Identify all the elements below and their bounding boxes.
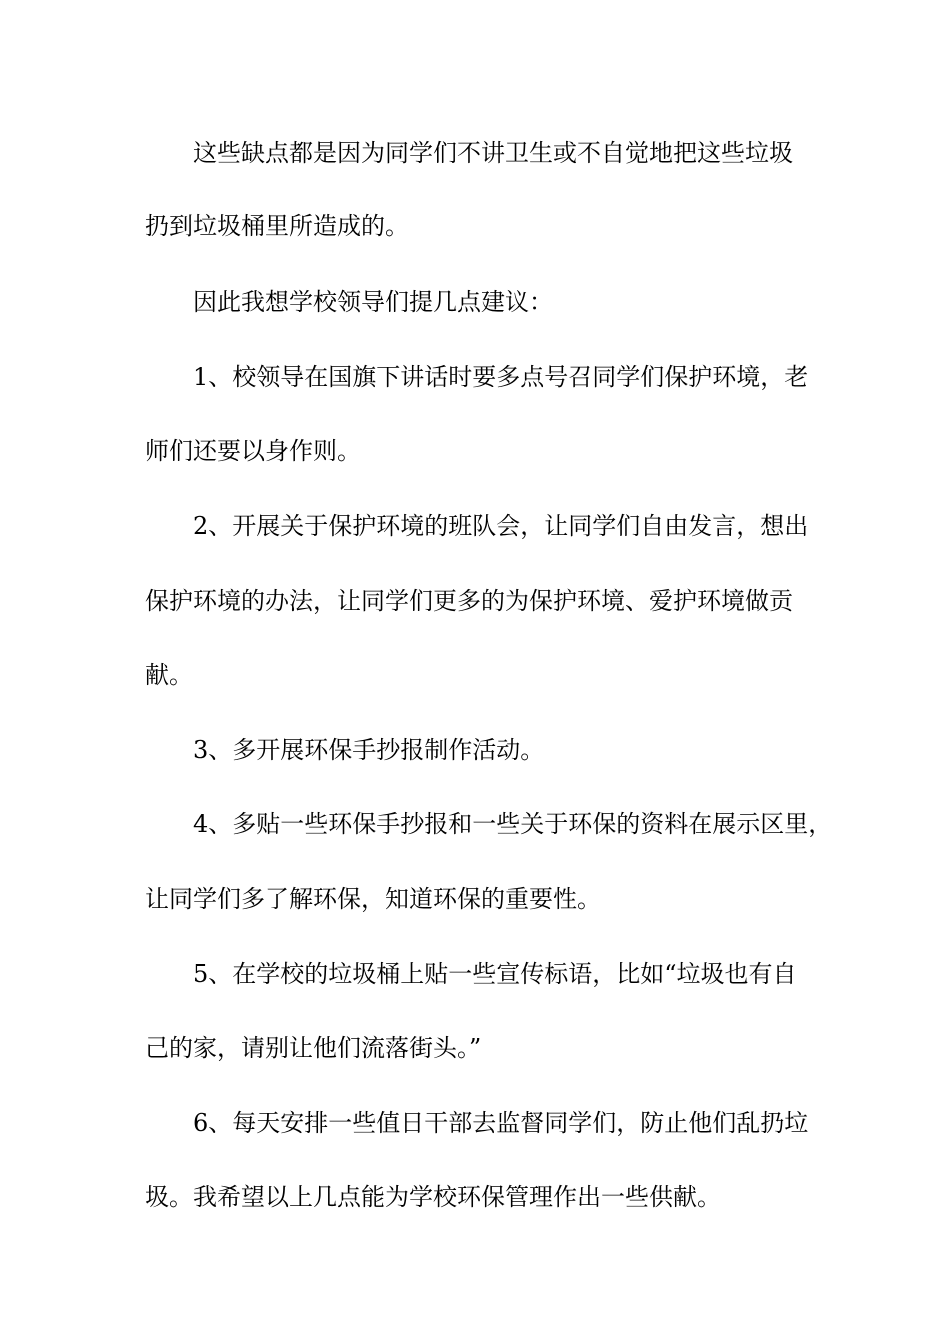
list-item-line: 4、多贴一些环保手抄报和一些关于环保的资料在展示区里，	[193, 810, 833, 838]
list-item-line: 3、多开展环保手抄报制作活动。	[193, 736, 545, 764]
paragraph-line: 这些缺点都是因为同学们不讲卫生或不自觉地把这些垃圾	[193, 139, 793, 167]
paragraph-line: 因此我想学校领导们提几点建议：	[193, 288, 553, 316]
list-item-line: 保护环境的办法，让同学们更多的为保护环境、爱护环境做贡	[145, 587, 793, 615]
list-item-line: 圾。我希望以上几点能为学校环保管理作出一些供献。	[145, 1183, 721, 1211]
list-item-line: 2、开展关于保护环境的班队会，让同学们自由发言，想出	[193, 512, 809, 540]
list-item-line: 己的家，请别让他们流落街头。”	[145, 1034, 482, 1062]
list-item-line: 让同学们多了解环保，知道环保的重要性。	[145, 885, 601, 913]
list-item-line: 献。	[145, 661, 193, 689]
list-item-line: 5、在学校的垃圾桶上贴一些宣传标语，比如“垃圾也有自	[193, 960, 797, 988]
list-item-line: 师们还要以身作则。	[145, 437, 361, 465]
list-item-line: 6、每天安排一些值日干部去监督同学们，防止他们乱扔垃	[193, 1109, 809, 1137]
paragraph-line: 扔到垃圾桶里所造成的。	[145, 212, 409, 240]
list-item-line: 1、校领导在国旗下讲话时要多点号召同学们保护环境，老	[193, 363, 809, 391]
